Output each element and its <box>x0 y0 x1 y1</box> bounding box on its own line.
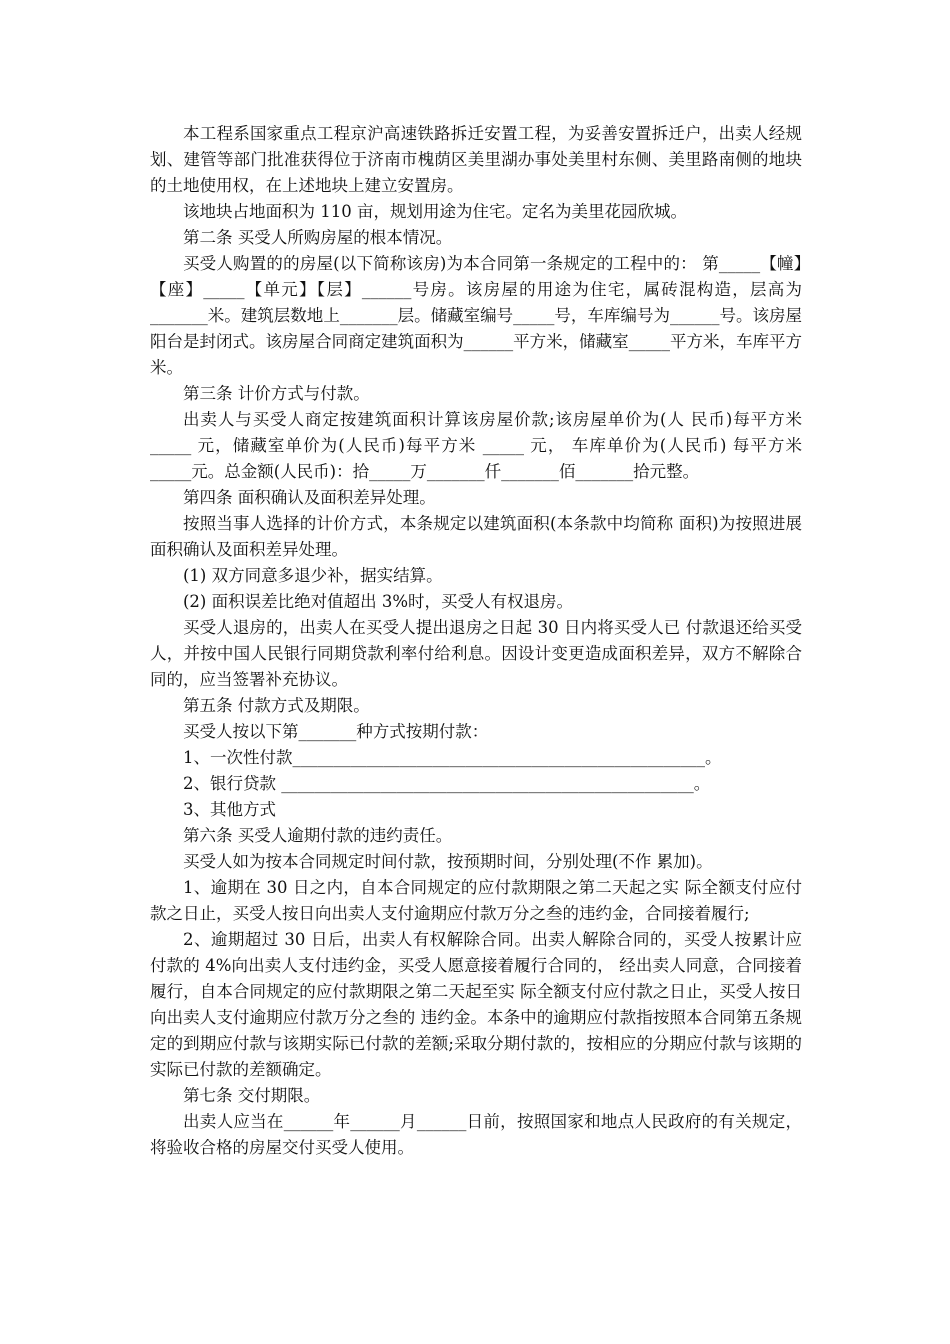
article-3-heading: 第三条 计价方式与付款。 <box>183 384 370 403</box>
article-6-heading: 第六条 买受人逾期付款的违约责任。 <box>183 826 453 845</box>
paragraph-area-confirmation: 按照当事人选择的计价方式，本条规定以建筑面积(本条款中均简称 面积)为按照进展面积确认及面积差异处理。 <box>150 514 802 559</box>
paragraph-refund: 买受人退房的，出卖人在买受人提出退房之日起 30 日内将买受人已 付款退还给买受人，并按中国人民银行同期贷款利率付给利息。因设计变更造成面积差异，双方不解除合同的，应当签署补充协议。 <box>150 618 802 689</box>
paragraph-land-area: 该地块占地面积为 110 亩，规划用途为住宅。定名为美里花园欣城。 <box>183 202 687 221</box>
article-5-heading: 第五条 付款方式及期限。 <box>183 696 370 715</box>
document-page <box>150 121 802 1161</box>
article-4-heading: 第四条 面积确认及面积差异处理。 <box>183 488 436 507</box>
list-item-late-2: 2、逾期超过 30 日后，出卖人有权解除合同。出卖人解除合同的，买受人按累计应付款的 4%向出卖人支付违约金，买受人愿意接着履行合同的， 经出卖人同意，合同接着履行，自本合同规定的应付款期限之第二天起至实 际全额支付应付款之日止，买受人按日向出卖人支付逾期应付款万分之叁的 违约金。本条中的逾期应付款指按照本合同第五条规定的到期应付款与该期实际已付款的差额;采取分期付款的，按相应的分期应付款与该期的实际已付款的差额确定。 <box>150 930 802 1079</box>
paragraph-payment-method: 买受人按以下第_______种方式按期付款： <box>183 722 489 741</box>
payment-option-3: 3、其他方式 <box>183 800 276 819</box>
article-2-heading: 第二条 买受人所购房屋的根本情况。 <box>183 228 453 247</box>
list-item-late-1: 1、逾期在 30 日之内，自本合同规定的应付款期限之第二天起之实 际全额支付应付款之日止，买受人按日向出卖人支付逾期应付款万分之叁的违约金，合同接着履行; <box>150 878 802 923</box>
paragraph-delivery: 出卖人应当在______年______月______日前，按照国家和地点人民政府的有关规定，将验收合格的房屋交付买受人使用。 <box>150 1112 802 1157</box>
list-item-area-1: (1) 双方同意多退少补，据实结算。 <box>183 566 443 585</box>
payment-option-1: 1、一次性付款__________________________________________________。 <box>183 748 722 767</box>
paragraph-late-payment: 买受人如为按本合同规定时间付款，按预期时间，分别处理(不作 累加)。 <box>183 852 713 871</box>
paragraph-project-intro: 本工程系国家重点工程京沪高速铁路拆迁安置工程，为妥善安置拆迁户，出卖人经规划、建管等部门批准获得位于济南市槐荫区美里湖办事处美里村东侧、美里路南侧的地块的土地使用权，在上述地块上建立安置房。 <box>150 124 802 195</box>
payment-option-2: 2、银行贷款 __________________________________________________。 <box>183 774 711 793</box>
list-item-area-2: (2) 面积误差比绝对值超出 3%时，买受人有权退房。 <box>183 592 574 611</box>
article-7-heading: 第七条 交付期限。 <box>183 1086 321 1105</box>
paragraph-house-details: 买受人购置的的房屋(以下简称该房)为本合同第一条规定的工程中的： 第_____【幢】【座】_____【单元】【层】______号房。该房屋的用途为住宅，属砖混构造，层高为_______米。建筑层数地上_______层。储藏室编号_____号，车库编号为______号。该房屋阳台是封闭式。该房屋合同商定建筑面积为______平方米，储藏室_____平方米，车库平方米。 <box>150 254 802 377</box>
paragraph-pricing: 出卖人与买受人商定按建筑面积计算该房屋价款;该房屋单价为(人 民币)每平方米_____ 元，储藏室单价为(人民币)每平方米 _____ 元， 车库单价为(人民币) 每平方米_____元。总金额(人民币)：拾_____万_______仟_______佰_______拾元整。 <box>150 410 802 481</box>
